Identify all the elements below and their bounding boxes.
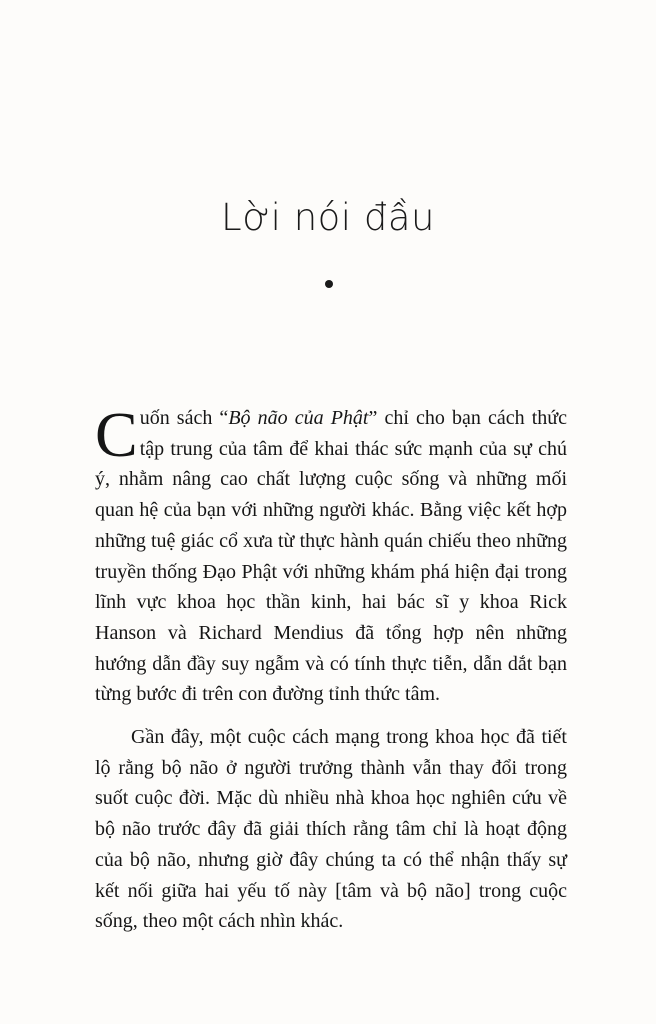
paragraph-2: Gần đây, một cuộc cách mạng trong khoa học đã tiết lộ rằng bộ não ở người trưởng thành vẫn thay đổi trong suốt cuộc đời. Mặc dù nhiều nhà khoa học nghiên cứu về bộ não trước đây đã giải thích rằng tâm chỉ là hoạt động của bộ não, nhưng giờ đây chúng ta có thể nhận thấy sự kết nối giữa hai yếu tố này [tâm và bộ não] trong cuộc sống, theo một cách nhìn khác.	[95, 726, 567, 933]
paragraph-1-lead: uốn sách “	[139, 407, 229, 429]
body-text	[95, 399, 567, 937]
paragraph-1-rest: ” chỉ cho bạn cách thức tập trung của tâm để khai thác sức mạnh của sự chú ý, nhằm nâng cao chất lượng cuộc sống và những mối quan hệ của bạn với những người khác. Bằng việc kết hợp những tuệ giác cổ xưa từ thực hành quán chiếu theo những truyền thống Đạo Phật với những khám phá hiện đại trong lĩnh vực khoa học thần kinh, hai bác sĩ y khoa Rick Hanson và Richard Mendius đã tổng hợp nên những hướng dẫn đầy suy ngẫm và có tính thực tiễn, dẫn dắt bạn từng bước đi trên con đường tỉnh thức tâm.	[95, 407, 567, 706]
paragraph-1	[95, 399, 567, 710]
book-title-italic: Bộ não của Phật	[228, 407, 369, 429]
chapter-title: Lời nói đầu	[221, 196, 435, 239]
drop-cap: C	[95, 399, 138, 470]
title-ornament-bullet-icon	[325, 280, 333, 288]
